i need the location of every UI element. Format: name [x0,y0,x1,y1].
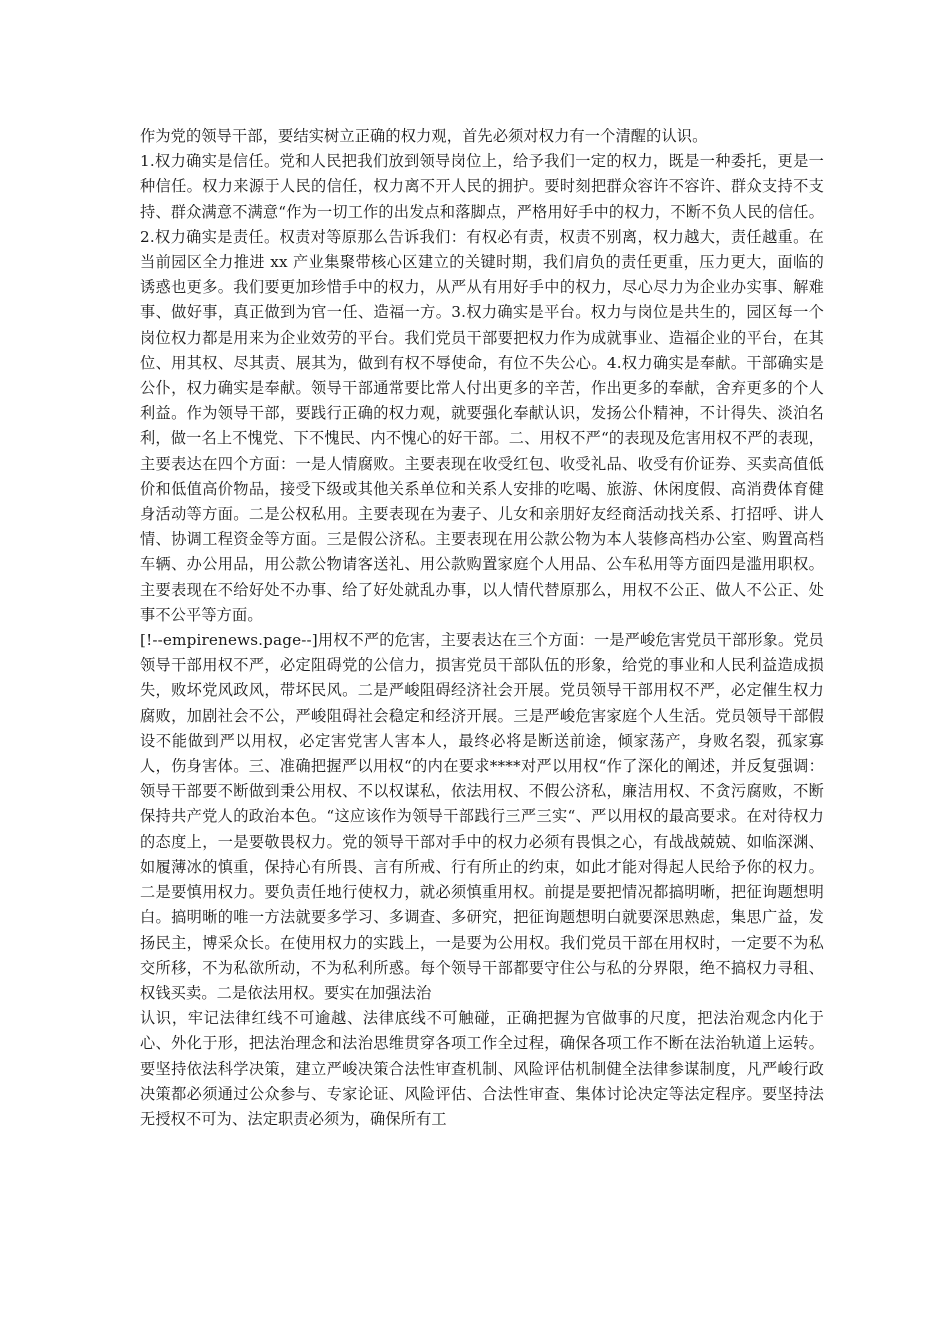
paragraph-rule-of-law: 认识，牢记法律红线不可逾越、法律底线不可触碰，正确把握为官做事的尺度，把法治观念内化于心、外化于形，把法治理念和法治思维贯穿各项工作全过程，确保各项工作不断在法治轨道上运转。要坚持依法科学决策，建立严峻决策合法性审查机制、风险评估机制健全法律参谋制度，凡严峻行政决策都必须通过公众参与、专家论证、风险评估、合法性审查、集体讨论决定等法定程序。要坚持法无授权不可为、法定职责必须为，确保所有工 [140,1009,824,1128]
paragraph-harms-requirements: [!--empirenews.page--]用权不严的危害，主要表达在三个方面：一是严峻危害党员干部形象。党员领导干部用权不严，必定阻碍党的公信力，损害党员干部队伍的形象，给党的事业和人民利益造成损失，败坏党风政风，带坏民风。二是严峻阻碍经济社会开展。党员领导干部用权不严，必定催生权力腐败，加剧社会不公，严峻阻碍社会稳定和经济开展。三是严峻危害家庭个人生活。党员领导干部假设不能做到严以用权，必定害党害人害本人，最终必将是断送前途，倾家荡产，身败名裂，孤家寡人，伤身害体。三、准确把握严以用权“的内在要求****对严以用权“作了深化的阐述，并反复强调：领导干部要不断做到秉公用权、不以权谋私，依法用权、不假公济私，廉洁用权、不贪污腐败，不断保持共产党人的政治本色。“这应该作为领导干部践行三严三实“、严以用权的最高要求。在对待权力的态度上，一是要敬畏权力。党的领导干部对手中的权力必须有畏惧之心，有战战兢兢、如临深渊、如履薄冰的慎重，保持心有所畏、言有所戒、行有所止的约束，如此才能对得起人民给予你的权力。二是要慎用权力。要负责任地行使权力，就必须慎重用权。前提是要把情况都搞明晰，把征询题想明白。搞明晰的唯一方法就要多学习、多调查、多研究，把征询题想明白就要深思熟虑，集思广益，发扬民主，博采众长。在使用权力的实践上，一是要为公用权。我们党员干部在用权时，一定要不为私交所移，不为私欲所动，不为私利所惑。每个领导干部都要守住公与私的分界限，绝不搞权力寻租、权钱买卖。二是依法用权。要实在加强法治 [140,631,825,1002]
document-body [140,124,824,1132]
paragraph-intro: 作为党的领导干部，要结实树立正确的权力观，首先必须对权力有一个清醒的认识。 [140,127,708,145]
paragraph-power-views: 1.权力确实是信任。党和人民把我们放到领导岗位上，给予我们一定的权力，既是一种委托，更是一种信任。权力来源于人民的信任，权力离不开人民的拥护。要时刻把群众容许不容许、群众支持不支持、群众满意不满意“作为一切工作的出发点和落脚点，严格用好手中的权力，不断不负人民的信任。2.权力确实是责任。权责对等原那么告诉我们：有权必有责，权责不别离，权力越大，责任越重。在当前园区全力推进 xx 产业集聚带核心区建立的关键时期，我们肩负的责任更重，压力更大，面临的诱惑也更多。我们要更加珍惜手中的权力，从严从有用好手中的权力，尽心尽力为企业办实事、解难事、做好事，真正做到为官一任、造福一方。3.权力确实是平台。权力与岗位是共生的，园区每一个岗位权力都是用来为企业效劳的平台。我们党员干部要把权力作为成就事业、造福企业的平台，在其位、用其权、尽其责、展其为，做到有权不辱使命，有位不失公心。4.权力确实是奉献。干部确实是公仆，权力确实是奉献。领导干部通常要比常人付出更多的辛苦，作出更多的奉献，舍弃更多的个人利益。作为领导干部，要践行正确的权力观，就要强化奉献认识，发扬公仆精神，不计得失、淡泊名利，做一名上不愧党、下不愧民、内不愧心的好干部。二、用权不严“的表现及危害用权不严的表现，主要表达在四个方面：一是人情腐败。主要表现在收受红包、收受礼品、收受有价证券、买卖高值低价和低值高价物品，接受下级或其他关系单位和关系人安排的吃喝、旅游、休闲度假、高消费体育健身活动等方面。二是公权私用。主要表现在为妻子、儿女和亲朋好友经商活动找关系、打招呼、讲人情、协调工程资金等方面。三是假公济私。主要表现在用公款公物为本人装修高档办公室、购置高档车辆、办公用品，用公款公物请客送礼、用公款购置家庭个人用品、公车私用等方面四是滥用职权。主要表现在不给好处不办事、给了好处就乱办事，以人情代替原那么，用权不公正、做人不公正、处事不公平等方面。 [140,152,824,624]
